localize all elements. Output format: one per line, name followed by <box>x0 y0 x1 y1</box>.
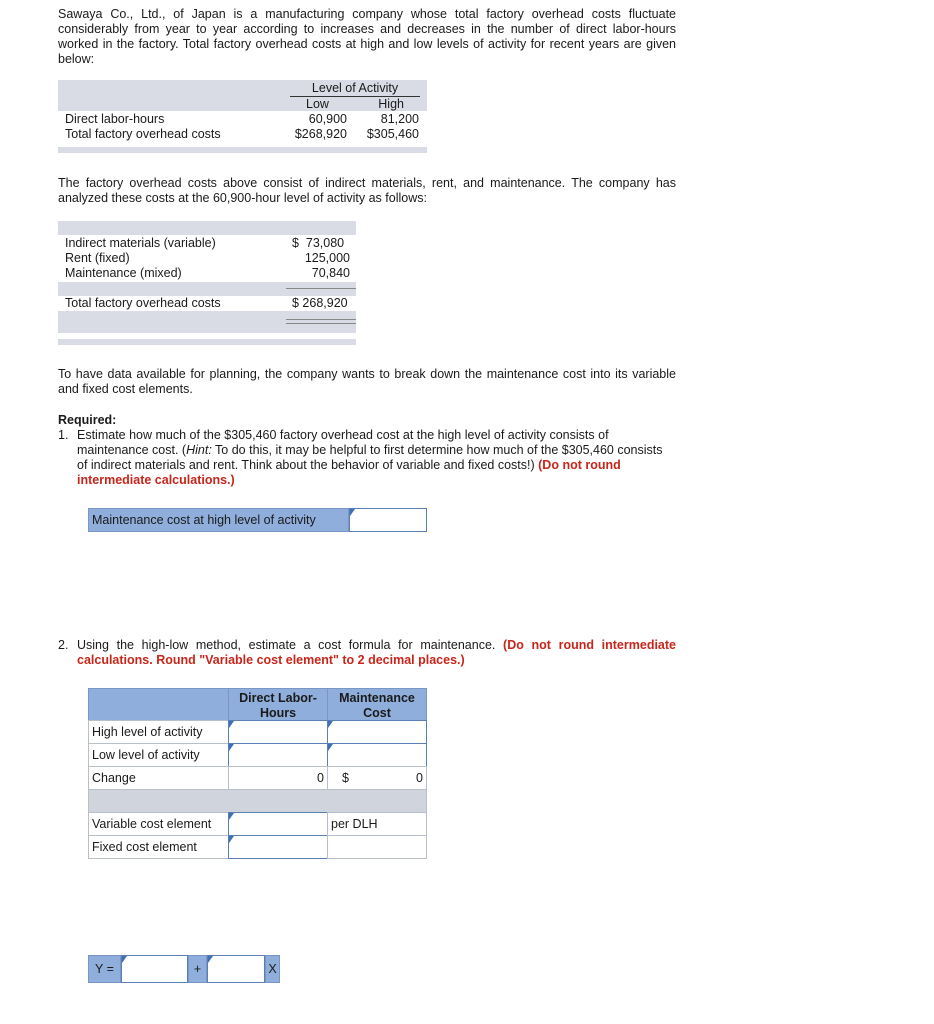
fixed-cost-blank <box>327 835 427 859</box>
subtotal-rule <box>286 288 356 289</box>
intro3-paragraph: To have data available for planning, the company wants to break down the maintenance cost into its variable and fixed cost elements. <box>58 367 676 396</box>
indirect-materials-label: Indirect materials (variable) <box>65 236 216 250</box>
dlh-low-value: 60,900 <box>308 112 347 126</box>
overhead-low-value: $268,920 <box>294 127 347 141</box>
total-double-rule <box>286 319 356 324</box>
fixed-cost-label: Fixed cost element <box>88 835 229 859</box>
high-dlh-input[interactable] <box>228 720 328 744</box>
maintenance-cost-label: Maintenance cost at high level of activity <box>92 513 316 527</box>
overhead-high-value: $305,460 <box>366 127 419 141</box>
table2-footer-band <box>58 339 356 345</box>
intro-paragraph: Sawaya Co., Ltd., of Japan is a manufacturing company whose total factory overhead costs fluctuate considerably from year to year according to increases and decreases in the number of direct labor-hours worked in the factory. Total factory overhead costs at high and low levels of activity for recent years are given below: <box>58 7 676 66</box>
change-cost-dollar: $ <box>342 771 349 785</box>
change-cost-value: 0 <box>416 771 423 785</box>
high-cost-input[interactable] <box>327 720 427 744</box>
required-heading: Required: <box>58 413 117 427</box>
low-dlh-input[interactable] <box>228 743 328 767</box>
formula-fixed-input[interactable] <box>121 955 188 983</box>
per-dlh-label: per DLH <box>327 812 427 836</box>
fixed-cost-input[interactable] <box>228 835 328 859</box>
col-header-dlh: Direct Labor-Hours <box>228 688 328 721</box>
high-level-label: High level of activity <box>88 720 229 744</box>
rent-value: 125,000 <box>304 251 350 265</box>
intro2-paragraph: The factory overhead costs above consist of indirect materials, rent, and maintenance. The company has analyzed these costs at the 60,900-hour level of activity as follows: <box>58 176 676 205</box>
total-overhead-value: $ 268,920 <box>292 296 348 310</box>
change-label: Change <box>88 766 229 790</box>
col-low-header: Low <box>306 97 329 111</box>
formula-variable-input[interactable] <box>207 955 265 983</box>
table2-mid-band <box>58 282 356 296</box>
change-dlh-value: 0 <box>228 766 328 790</box>
low-cost-input[interactable] <box>327 743 427 767</box>
change-cost-cell <box>327 766 427 790</box>
rent-label: Rent (fixed) <box>65 251 130 265</box>
table2-header-band <box>58 221 356 235</box>
maintenance-cost-label-cell <box>88 508 349 532</box>
maintenance-label: Maintenance (mixed) <box>65 266 182 280</box>
total-overhead-label: Total factory overhead costs <box>65 296 221 310</box>
level-of-activity-header: Level of Activity <box>290 81 420 97</box>
row-label-overhead: Total factory overhead costs <box>65 127 221 141</box>
y-equals-label: Y = <box>88 955 121 983</box>
q2-number: 2. <box>58 638 69 652</box>
indirect-materials-value: $ 73,080 <box>292 236 345 250</box>
q1-number: 1. <box>58 428 69 442</box>
q1-text: Estimate how much of the $305,460 factory overhead cost at the high level of activity consists of maintenance cost. (Hint: To do this, it may be helpful to first determine how much of the $305,460 consists of indirect materials and rent. Think about the behavior of variable and fixed costs!) (Do not round intermediate calculations.) <box>77 428 663 487</box>
table3-header-blank <box>88 688 229 721</box>
x-label: X <box>265 955 280 983</box>
q2-text: Using the high-low method, estimate a cost formula for maintenance. (Do not round intermediate calculations. Round "Variable cost element" to 2 decimal places.) <box>77 638 676 667</box>
separator-row <box>88 789 427 813</box>
plus-label: + <box>188 955 207 983</box>
dlh-high-value: 81,200 <box>380 112 419 126</box>
low-level-label: Low level of activity <box>88 743 229 767</box>
col-header-maintenance-cost: Maintenance Cost <box>327 688 427 721</box>
table1-footer-band <box>58 147 427 153</box>
row-label-dlh: Direct labor-hours <box>65 112 165 126</box>
variable-cost-input[interactable] <box>228 812 328 836</box>
variable-cost-label: Variable cost element <box>88 812 229 836</box>
maintenance-value: 70,840 <box>311 266 350 280</box>
maintenance-cost-input[interactable] <box>349 508 427 532</box>
col-high-header: High <box>378 97 404 111</box>
